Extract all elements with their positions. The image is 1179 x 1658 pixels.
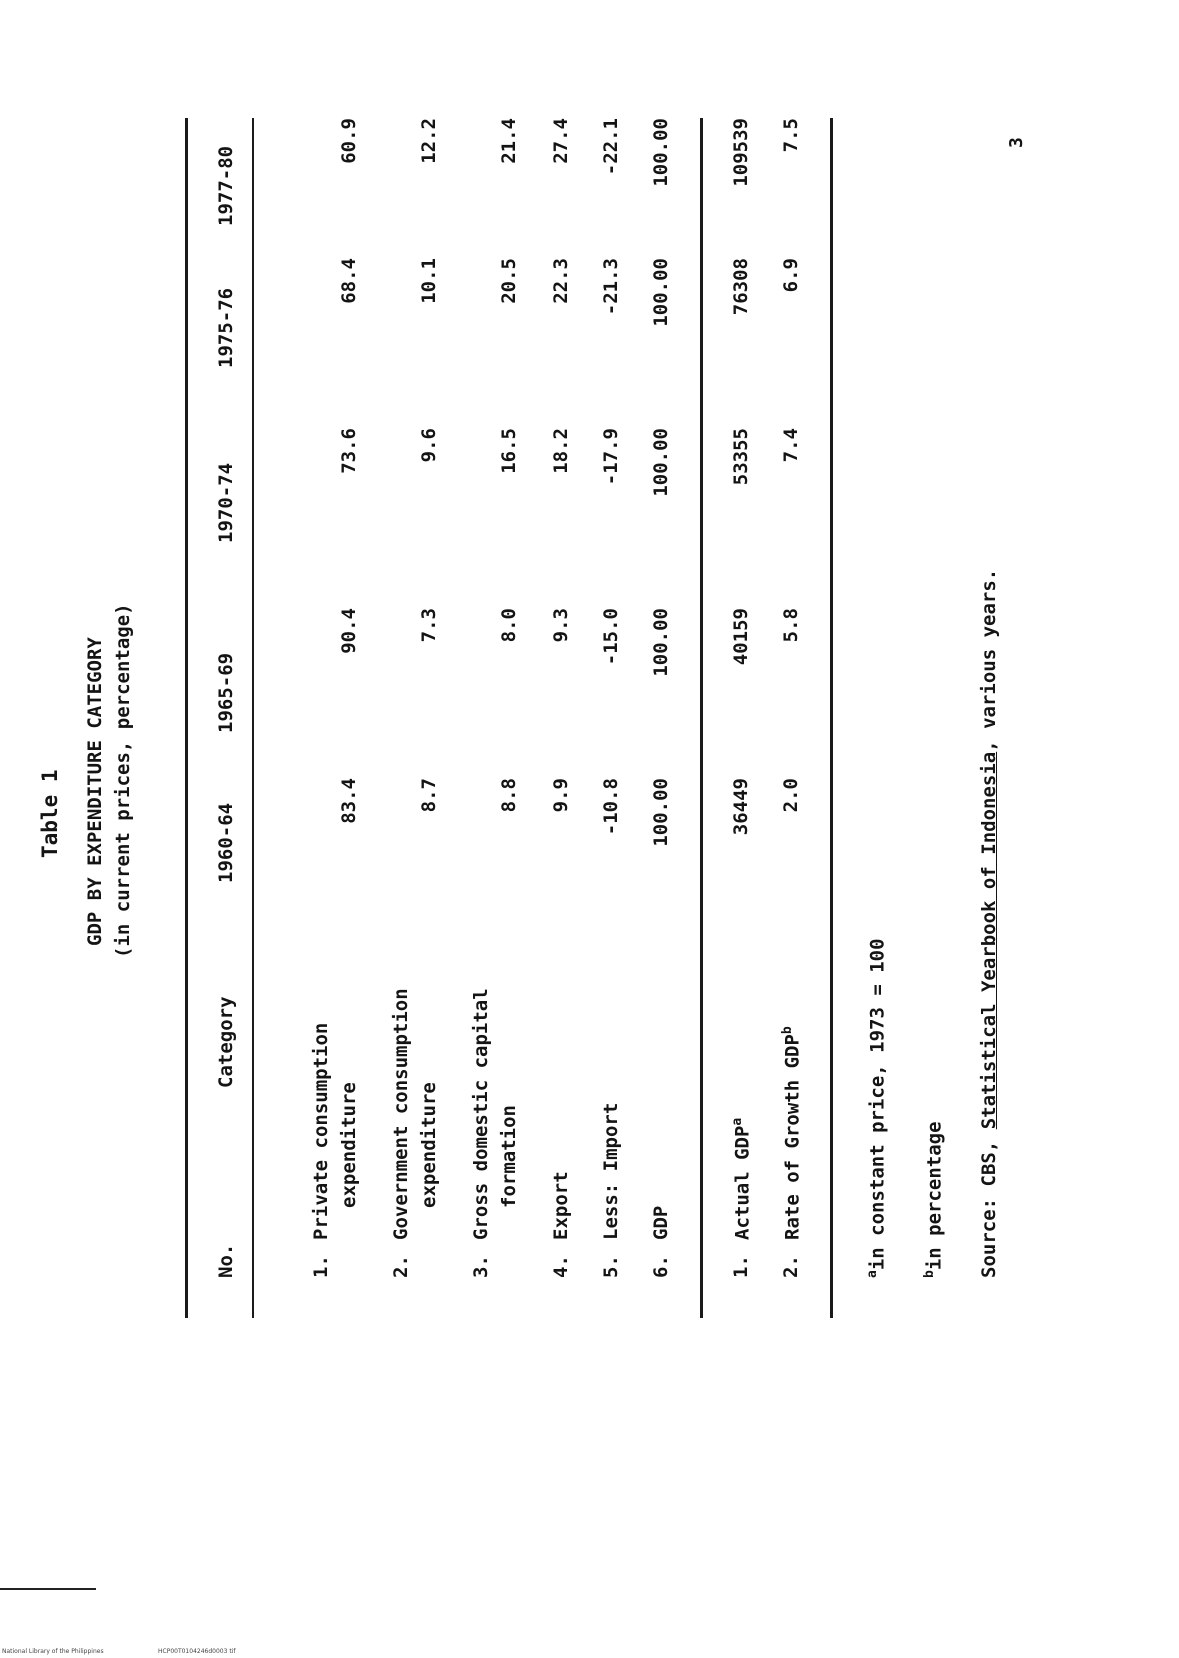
row-b2-val-2: 5.8	[780, 608, 802, 643]
row-4-val-2: 9.3	[550, 608, 572, 643]
row-6-val-3: 100.00	[650, 428, 672, 497]
row-6-val-2: 100.00	[650, 608, 672, 677]
scan-stamp-file: HCP00T0104246d0003 tif	[158, 1648, 236, 1655]
row-5-no: 5.	[600, 1255, 622, 1278]
row-b1-label: Actual GDP$^a$	[730, 1117, 754, 1240]
row-b1-val-3: 53355	[730, 428, 752, 486]
row-4-val-1: 9.9	[550, 778, 572, 813]
row-6-val-4: 100.00	[650, 258, 672, 327]
row-3-val-2: 8.0	[498, 608, 520, 643]
row-3-label-cont: formation	[498, 1105, 520, 1208]
row-1-label-cont: expenditure	[338, 1082, 360, 1208]
row-1-val-2: 90.4	[338, 608, 360, 654]
row-5-val-1: -10.8	[600, 778, 622, 836]
row-3-no: 3.	[470, 1255, 492, 1278]
row-2-val-2: 7.3	[418, 608, 440, 643]
page-number: 3	[1006, 137, 1027, 148]
header-no: No.	[215, 1243, 237, 1278]
table-subtitle-1: GDP BY EXPENDITURE CATEGORY	[84, 637, 106, 946]
footnote-a: $^a$in constant price, 1973 = 100	[865, 938, 889, 1278]
row-4-label: Export	[550, 1171, 572, 1240]
row-6-val-1: 100.00	[650, 778, 672, 847]
row-1-val-5: 60.9	[338, 118, 360, 164]
row-6-no: 6.	[650, 1255, 672, 1278]
row-4-val-3: 18.2	[550, 428, 572, 474]
row-b2-val-5: 7.5	[780, 118, 802, 153]
header-period-3: 1970-74	[215, 462, 237, 543]
row-2-val-1: 8.7	[418, 778, 440, 813]
row-b2-val-1: 2.0	[780, 778, 802, 813]
row-4-no: 4.	[550, 1255, 572, 1278]
row-1-val-4: 68.4	[338, 258, 360, 304]
table-top-rule	[185, 118, 188, 1318]
row-b1-val-2: 40159	[730, 608, 752, 666]
row-1-no: 1.	[310, 1255, 332, 1278]
row-1-label: Private consumption	[310, 1022, 332, 1240]
source-note: Source: CBS, Statistical Yearbook of Indonesia, various years.	[978, 568, 1000, 1278]
row-6-val-5: 100.00	[650, 118, 672, 187]
scan-stamp-library: National Library of the Philippines	[2, 1648, 104, 1655]
row-2-val-4: 10.1	[418, 258, 440, 304]
row-b1-val-1: 36449	[730, 778, 752, 836]
row-3-val-5: 21.4	[498, 118, 520, 164]
row-5-label: Less: Import	[600, 1102, 622, 1240]
header-rule	[252, 118, 254, 1318]
row-4-val-4: 22.3	[550, 258, 572, 304]
row-b2-no: 2.	[780, 1255, 802, 1278]
row-4-val-5: 27.4	[550, 118, 572, 164]
table-bottom-rule	[830, 118, 833, 1318]
row-5-val-4: -21.3	[600, 258, 622, 316]
row-b1-no: 1.	[730, 1255, 752, 1278]
table-title: Table 1	[38, 769, 62, 858]
section-rule	[700, 118, 703, 1318]
table-subtitle-2: (in current prices, percentage)	[112, 603, 134, 958]
header-period-1: 1960-64	[215, 802, 237, 883]
footnote-b: $^b$in percentage	[922, 1121, 946, 1278]
row-2-val-3: 9.6	[418, 428, 440, 463]
header-period-5: 1977-80	[215, 145, 237, 226]
row-2-val-5: 12.2	[418, 118, 440, 164]
row-1-val-1: 83.4	[338, 778, 360, 824]
row-b2-val-3: 7.4	[780, 428, 802, 463]
row-b2-val-4: 6.9	[780, 258, 802, 293]
row-2-label: Government consumption	[390, 988, 412, 1240]
row-b1-val-4: 76308	[730, 258, 752, 316]
row-2-label-cont: expenditure	[418, 1082, 440, 1208]
row-3-label: Gross domestic capital	[470, 988, 492, 1240]
header-period-2: 1965-69	[215, 652, 237, 733]
margin-mark	[0, 1588, 96, 1590]
row-5-val-2: -15.0	[600, 608, 622, 666]
row-3-val-3: 16.5	[498, 428, 520, 474]
row-1-val-3: 73.6	[338, 428, 360, 474]
row-b1-val-5: 109539	[730, 118, 752, 187]
row-2-no: 2.	[390, 1255, 412, 1278]
row-3-val-1: 8.8	[498, 778, 520, 813]
row-3-val-4: 20.5	[498, 258, 520, 304]
row-6-label: GDP	[650, 1205, 672, 1240]
row-b2-label: Rate of Growth GDP$^b$	[780, 1026, 804, 1240]
row-5-val-3: -17.9	[600, 428, 622, 486]
header-period-4: 1975-76	[215, 287, 237, 368]
row-5-val-5: -22.1	[600, 118, 622, 176]
header-category: Category	[215, 996, 237, 1088]
